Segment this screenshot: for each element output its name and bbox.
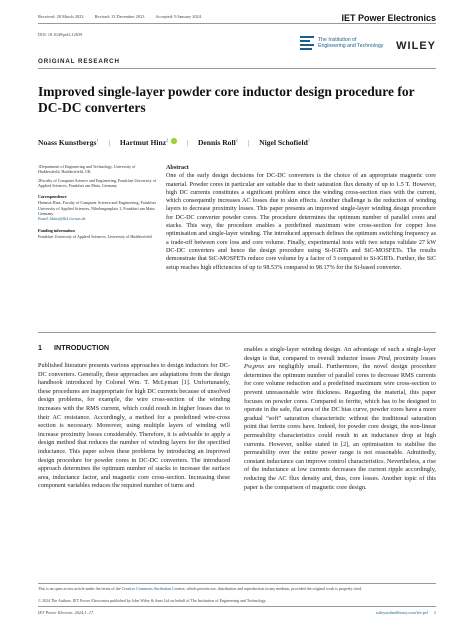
institution-line-2: Engineering and Technology bbox=[318, 43, 384, 50]
body-column-left: Published literature presents various approaches to design inductors for DC-DC converters. Generally, these approaches are adaptations from the design handbook introduced by Colonel Wm. T. McLyman [1]. Unfortunately, these procedures are inappropriate for high DC currents because of unsolved design problems, for example, the wire cross-section of the winding increases with the RMS current, which could result in higher losses due to their AC resistance. Accordingly, a method for a predefined wire-cross section is necessary. Moreover, using multiple layers of winding will increase proximity losses considerably. Therefore, it is advisable to apply a design method that reduces the number of winding layers for the specified inductance. This paper solves these problems by introducing an improved design procedure for powder cores in DC-DC converters. The introduced approach determines the optimum number of stacks to increase the surface area, inductance factor, and magnetic core cross-section. Increasing these component variables reduces the required number of turns and bbox=[38, 362, 230, 490]
affiliation-2: 2Faculty of Computer Science and Engineering, Frankfurt University of Applied Sciences, Frankfurt am Main, Germany bbox=[38, 177, 157, 188]
symbol-pind: Pind bbox=[378, 354, 390, 362]
funding-text: Frankfurt University of Applied Sciences, University of Huddersfield bbox=[38, 233, 152, 239]
footer-divider-2 bbox=[38, 606, 436, 607]
author-2[interactable]: Hartmut Hinz$^2$ bbox=[120, 138, 177, 147]
article-type: ORIGINAL RESEARCH bbox=[38, 58, 120, 65]
author-separator: | bbox=[108, 137, 110, 147]
section-divider bbox=[38, 68, 436, 69]
iet-logo[interactable] bbox=[300, 36, 392, 50]
funding-heading: Funding information bbox=[38, 227, 75, 233]
affiliation-1: 1Department of Engineering and Technology, University of Huddersfield, Huddersfield, UK bbox=[38, 164, 136, 175]
journal-citation: IET Power Electron. 2024;1–17. bbox=[38, 610, 95, 615]
institution-line-1: The Institution of bbox=[318, 37, 357, 44]
institution-name bbox=[318, 37, 392, 49]
correspondence-email[interactable]: Email: hhinz@fb2.fra-uas.de bbox=[38, 216, 86, 222]
author-list bbox=[38, 137, 310, 147]
author-1[interactable]: Noass Kunstbergs$^1$ bbox=[38, 137, 99, 147]
article-title: Improved single-layer powder core inductor design procedure for DC-DC converters bbox=[38, 84, 415, 115]
author-3[interactable]: Dennis Roll$^2$ bbox=[197, 137, 238, 147]
wiley-logo[interactable]: WILEY bbox=[396, 40, 436, 52]
header-divider bbox=[38, 23, 436, 24]
correspondence-heading: Correspondence bbox=[38, 194, 67, 200]
affiliations bbox=[38, 164, 158, 188]
body-column-right: enables a single-layer winding design. An advantage of such a single-layer design is that, compared to overall inductor losses Pind, proximity losses Pw,prox are negligibly small. Furthermore, the novel design procedure determines the optimum number of parallel cores to decrease RMS currents for core volume reduction and a predefined maximum wire cross-section to prevent unreasonable wire thickness. Regarding the material, this paper focuses on powder cores. Compared to ferrite, which has to be designed to operate in the safe, flat area of the DC bias curve, powder cores have a more gradual “soft” saturation characteristic without the traditional saturation point that ferrite cores have. Indeed, for powder core design, the non-linear permeability characteristics could result in an inductance drop at high currents. However, unlike stated in [2], an optimisation to stabilise the permeability over the entire power range is not reasonable. Admittedly, constant inductance can improve control characteristics. Nevertheless, a rise of the inductance at low currents decreases the current ripple accordingly, reducing the AC flux density and, thus, core losses. Another topic of this paper is the comparison of magnetic core design. bbox=[244, 346, 436, 491]
abstract-divider bbox=[38, 332, 436, 333]
article-dates bbox=[38, 14, 211, 19]
author-separator: | bbox=[186, 137, 189, 147]
footer-links bbox=[376, 610, 436, 615]
author-4[interactable]: Nigel Schofield$^1$ bbox=[259, 137, 310, 147]
intro-heading bbox=[38, 343, 109, 352]
funding bbox=[38, 228, 158, 240]
metadata-sidebar bbox=[38, 164, 158, 245]
correspondence bbox=[38, 194, 158, 221]
page-number: 1 bbox=[433, 610, 436, 615]
iet-logo-icon bbox=[300, 36, 314, 50]
cc-license-link[interactable]: Creative Commons Attribution bbox=[121, 586, 172, 591]
orcid-icon[interactable] bbox=[171, 138, 177, 144]
doi[interactable]: DOI: 10.1049/pel2.12659 bbox=[38, 32, 83, 37]
journal-url[interactable]: wileyonlinelibrary.com/iet-pel bbox=[375, 610, 428, 615]
revised-date: Revised: 13 December 2023 bbox=[94, 14, 145, 19]
section-title: INTRODUCTION bbox=[54, 343, 110, 352]
accepted-date: Accepted: 9 January 2024 bbox=[155, 14, 202, 19]
correspondence-text: Hartmut Hinz, Faculty of Computer Science and Engineering, Frankfurt University of Applied Sciences, Nibelungenplatz 1, Frankfurt am Main, Germany. bbox=[38, 200, 157, 217]
journal-name[interactable]: IET Power Electronics bbox=[341, 13, 436, 23]
abstract-text: One of the early design decisions for DC-DC converters is the choice of an appropriate magnetic core material. Powder cores in particular are suitable due to their saturation flux density of up to 1.5 T. However, high DC currents constitutes a significant problem since the winding cross-section rises with the current, which consequently increases AC losses due to skin effects. Another challenge is the reduction of winding layers to decrease proximity losses. This paper presents an improved single-layer winding design procedure for DC-DC converter powder cores. The procedure determines the optimum number of parallel cores and stacks. This way, the procedure enables a predefined maximum wire cross-section for copper loss optimisation and single-layer winding. The introduced approach defines the optimum switching frequency as a trade-off between core loss and core volume. Finally, experimental tests with two setups validate 27 kW DC-DC converters and hence the design procedure using Si-IGBTs and SiC-MOSFETs. The results demonstrate that SiC-MOSFETs reduce core volume by a factor of 3 compared to Si-IGBTs. Further, the SiC setup reaches high efficiencies of up to 98.53% compared to 98.17% for the Si-based converter. bbox=[166, 173, 436, 271]
author-separator: | bbox=[247, 137, 250, 147]
received-date: Received: 28 March 2023 bbox=[38, 14, 84, 19]
abstract-heading: Abstract bbox=[166, 165, 189, 171]
footer-divider bbox=[38, 583, 436, 584]
symbol-pwprox: Pw,prox bbox=[244, 363, 265, 371]
license-notice: This is an open access article under the terms of the Creative Commons Attribution License, which permits use, distribution and reproduction in any medium, provided the original work is properly cited. bbox=[38, 586, 363, 591]
abstract bbox=[166, 164, 436, 272]
section-number: 1 bbox=[38, 343, 42, 352]
copyright-notice: © 2024 The Authors. IET Power Electronics published by John Wiley & Sons Ltd on behalf of The Institution of Engineering and Technology. bbox=[38, 598, 267, 603]
